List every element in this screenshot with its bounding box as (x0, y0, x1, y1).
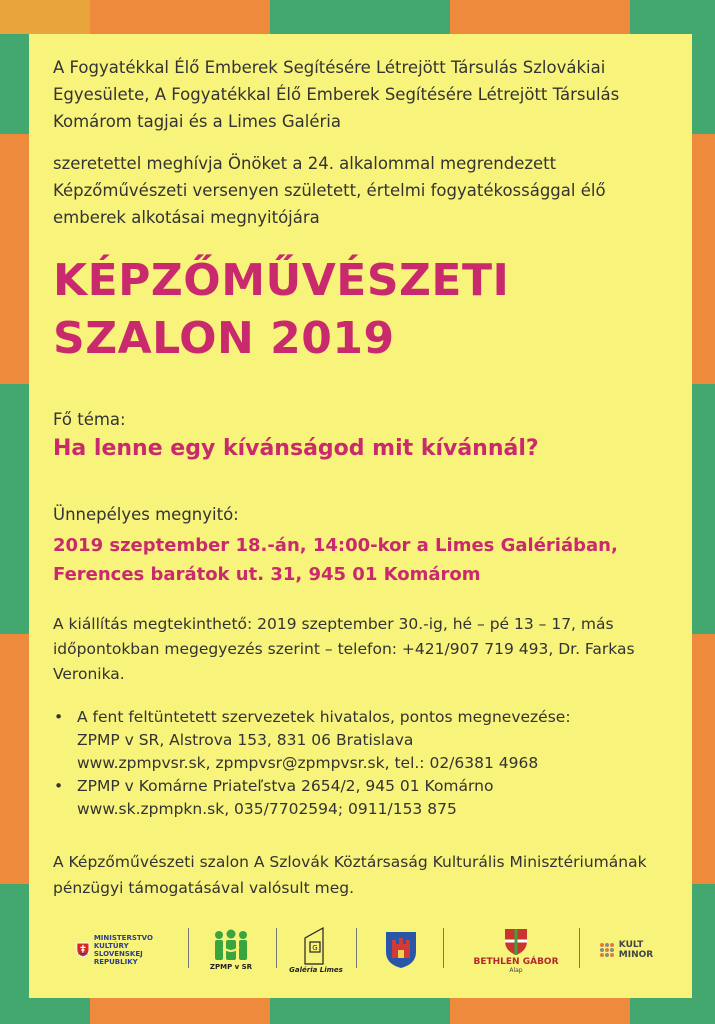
border-segment (692, 34, 715, 134)
galeria-limes-logo: G Galéria Limes (286, 918, 346, 982)
city-coat-of-arms-icon (384, 930, 418, 970)
border-segment (0, 34, 29, 134)
border-segment (692, 634, 715, 884)
visiting-info: A kiállítás megtekinthető: 2019 szeptember 30.-ig, hé – pé 13 – 17, más időpontokban megegyezés szerint – telefon: +421/907 719 493, Dr. Farkas Veronika. (53, 615, 635, 683)
border-segment (0, 134, 29, 384)
organization-item (53, 775, 673, 821)
kult-minor-logo: KULT MINOR (591, 918, 661, 982)
organization-line: • ZPMP v Komárne Priateľstva 2654/2, 945 01 Komárno (77, 777, 494, 795)
opening-label: Ünnepélyes megnyitó: (53, 505, 239, 524)
border-segment (90, 998, 270, 1024)
event-title-line-1: KÉPZŐMŰVÉSZETI (53, 255, 510, 306)
organization-line: www.sk.zpmpkn.sk, 035/7702594; 0911/153 875 (77, 800, 457, 818)
zpmp-logo: ZPMP v SR (201, 918, 261, 982)
border-segment (450, 0, 630, 34)
invitation-text: szeretettel meghívja Önöket a 24. alkalommal megrendezett Képzőművészeti versenyen született, értelmi fogyatékossággal élő emberek alkotásai megnyitójára (53, 154, 606, 227)
border-segment (270, 0, 450, 34)
border-segment (630, 998, 715, 1024)
sponsor-logos (51, 918, 671, 982)
border-segment (692, 884, 715, 998)
komarno-coat-of-arms (376, 918, 426, 982)
organization-line: www.zpmpvsr.sk, zpmpvsr@zpmpvsr.sk, tel.: 02/6381 4968 (77, 754, 539, 772)
border-segment (450, 998, 630, 1024)
opening-details (53, 531, 673, 589)
border-segment (0, 0, 90, 34)
border-segment (0, 998, 90, 1024)
event-title-line-2: SZALON 2019 (53, 313, 395, 364)
ministry-culture-logo: MINISTERSTVO KULTÚRY SLOVENSKEJ REPUBLIKY (76, 918, 176, 982)
slovak-coat-of-arms-icon (76, 941, 90, 959)
border-segment (90, 0, 270, 34)
theme-question: Ha lenne egy kívánságod mit kívánnál? (53, 436, 539, 461)
border-segment (630, 0, 715, 34)
logo-divider (276, 928, 277, 968)
bethlen-shield-icon (503, 927, 529, 957)
logo-divider (443, 928, 444, 968)
organization-item (53, 706, 673, 775)
gallery-building-icon (301, 926, 331, 966)
organization-line: ZPMP v SR, Alstrova 153, 831 06 Bratislava (77, 731, 414, 749)
theme-label: Fő téma: (53, 410, 126, 429)
support-statement: A Képzőművészeti szalon A Szlovák Köztársaság Kulturális Minisztériumának pénzügyi támogatásával valósult meg. (53, 853, 647, 897)
kult-minor-dots-icon (599, 942, 615, 958)
opening-address-line: Ferences barátok ut. 31, 945 01 Komárom (53, 564, 481, 585)
invitation-card (29, 34, 692, 998)
logo-divider (356, 928, 357, 968)
organization-line: • A fent feltüntetett szervezetek hivatalos, pontos megnevezése: (77, 708, 571, 726)
organization-list (53, 706, 673, 821)
border-segment (692, 384, 715, 634)
logo-divider (188, 928, 189, 968)
border-segment (692, 134, 715, 384)
border-segment (0, 884, 29, 998)
organizers-text: A Fogyatékkal Élő Emberek Segítésére Létrejött Társulás Szlovákiai Egyesülete, A Fogyatékkal Élő Emberek Segítésére Létrejött Társulás Komárom tagjai és a Limes Galéria (53, 58, 620, 131)
event-title (53, 252, 673, 368)
border-segment (0, 384, 29, 634)
zpmp-figures-icon (211, 929, 251, 963)
svg-text:G: G (312, 944, 318, 952)
logo-divider (579, 928, 580, 968)
border-segment (270, 998, 450, 1024)
border-segment (0, 634, 29, 884)
opening-date-line: 2019 szeptember 18.-án, 14:00-kor a Limes Galériában, (53, 535, 618, 556)
bethlen-gabor-alap-logo: BETHLEN GÁBOR Alap (466, 918, 566, 982)
